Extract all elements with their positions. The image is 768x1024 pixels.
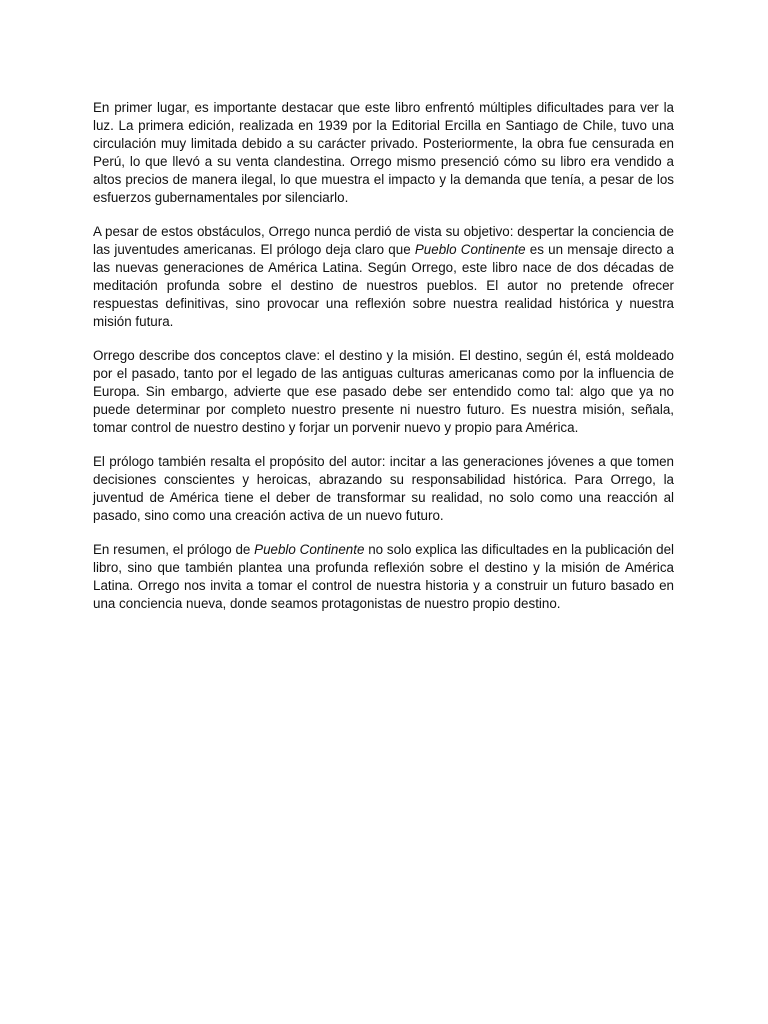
paragraph-2-text-b: es un mensaje directo a las nuevas generaciones de América Latina. Según Orrego, este libro nace de dos décadas de meditación profunda sobre el destino de nuestros pueblos. El autor no pretende ofrecer respuestas definitivas, sino provocar una reflexión sobre nuestra realidad histórica y nuestra misión futura. xyxy=(93,242,674,329)
book-title-italic: Pueblo Continente xyxy=(254,542,365,557)
paragraph-5-text-a: En resumen, el prólogo de xyxy=(93,542,255,557)
paragraph-4-text: El prólogo también resalta el propósito del autor: incitar a las generaciones jóvenes a que tomen decisiones conscientes y heroicas, abrazando su responsabilidad histórica. Para Orrego, la juventud de América tiene el deber de transformar su realidad, no solo como una reacción al pasado, sino como una creación activa de un nuevo futuro. xyxy=(93,454,674,523)
paragraph-1-text: En primer lugar, es importante destacar que este libro enfrentó múltiples dificultades para ver la luz. La primera edición, realizada en 1939 por la Editorial Ercilla en Santiago de Chile, tuvo una circulación muy limitada debido a su carácter privado. Posteriormente, la obra fue censurada en Perú, lo que llevó a su venta clandestina. Orrego mismo presenció cómo su libro era vendido a altos precios de manera ilegal, lo que muestra el impacto y la demanda que tenía, a pesar de los esfuerzos gubernamentales por silenciarlo. xyxy=(93,100,674,205)
paragraph-2-text-a: A pesar de estos obstáculos, Orrego nunca perdió de vista su objetivo: despertar la conciencia de las juventudes americanas. El prólogo deja claro que xyxy=(93,224,674,257)
paragraph-5-text-b: no solo explica las dificultades en la publicación del libro, sino que también plantea una profunda reflexión sobre el destino y la misión de América Latina. Orrego nos invita a tomar el control de nuestra historia y a construir un futuro basado en una conciencia nueva, donde seamos protagonistas de nuestro propio destino. xyxy=(93,542,674,611)
paragraph-4 xyxy=(93,453,674,525)
paragraph-2 xyxy=(93,223,674,331)
paragraph-1 xyxy=(93,99,674,207)
paragraph-3 xyxy=(93,347,674,437)
book-title-italic: Pueblo Continente xyxy=(414,242,526,257)
paragraph-3-text: Orrego describe dos conceptos clave: el destino y la misión. El destino, según él, está moldeado por el pasado, tanto por el legado de las antiguas culturas americanas como por la influencia de Europa. Sin embargo, advierte que ese pasado debe ser entendido como tal: algo que ya no puede determinar por completo nuestro presente ni nuestro futuro. Es nuestra misión, señala, tomar control de nuestro destino y forjar un porvenir nuevo y propio para América. xyxy=(93,348,674,435)
paragraph-5 xyxy=(93,541,674,613)
document-body xyxy=(93,99,674,629)
